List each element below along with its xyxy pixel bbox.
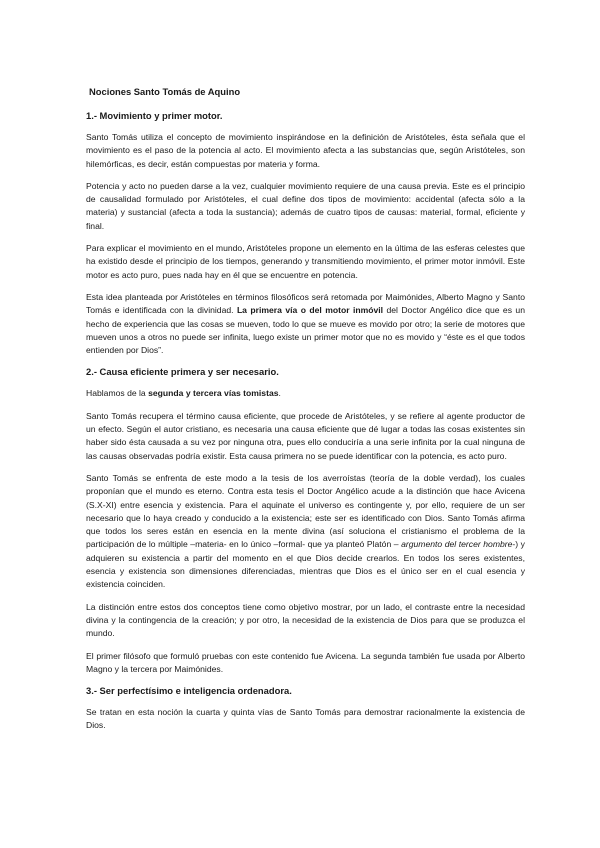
text-run: del Doctor Angélico dice que es un hecho de experiencia que las cosas se mueven, todo lo que se mueve es movido por otro; la serie de motores que mueven unos a otros no puede ser infinita, luego existe un primer motor que no es movido y “éste es el que todos entienden por Dios”. xyxy=(86,305,525,356)
text-run: Santo Tomás se enfrenta de este modo a la tesis de los averroístas (teoría de la doble verdad), los cuales proponían que el mundo es eterno. Contra esta tesis el Doctor Angélico acude a la distinción que hace Avicena (S.X-XI) entre esencia y existencia. Para el aquinate el universo es contingente y, por ello, requiere de un ser necesario que lo haya creado y conducido a la existencia; este ser es identificado con Dios. Santo Tomás afirma que todos los seres están en esencia en la mente divina (así soluciona el cristianismo el problema de la participación de lo múltiple –materia- en lo único –formal- que ya planteó Platón – xyxy=(86,472,525,550)
section-2-heading: 2.- Causa eficiente primera y ser necesario. xyxy=(86,366,279,378)
bold-phrase: La primera vía o del motor inmóvil xyxy=(236,305,384,316)
bold-phrase: segunda y tercera vías tomistas xyxy=(148,388,279,399)
text-run: . xyxy=(278,388,281,399)
section-1-heading: 1.- Movimiento y primer motor. xyxy=(86,110,223,121)
italic-phrase: argumento del tercer hombre xyxy=(401,539,513,550)
section-1-paragraph-3: Para explicar el movimiento en el mundo, Aristóteles propone un elemento en la última de las esferas celestes que ha existido desde el principio de los tiempos, generando y transmitiendo movimiento, el primer motor inmóvil. Este motor es acto puro, pues nada hay en él que se encuentre en potencia. xyxy=(86,243,525,280)
document-title: Nociones Santo Tomás de Aquino xyxy=(89,86,241,97)
text-run: Esta idea planteada por Aristóteles en términos filosóficos será retomada por Maimónides, Alberto Magno y Santo Tomás e identificada con la divinidad. xyxy=(86,291,525,316)
section-2-paragraph-2 xyxy=(86,472,525,592)
section-2-paragraph-4: El primer filósofo que formuló pruebas con este contenido fue Avicena. La segunda también fue usada por Alberto Magno y la tercera por Maimónides. xyxy=(86,650,525,674)
section-1-paragraph-4 xyxy=(86,291,525,357)
section-2-intro xyxy=(86,387,525,400)
section-3-heading: 3.- Ser perfectísimo e inteligencia ordenadora. xyxy=(86,685,292,697)
section-1-paragraph-1: Santo Tomás utiliza el concepto de movimiento inspirándose en la definición de Aristóteles, ésta señala que el movimiento es el paso de la potencia al acto. El movimiento afecta a las substancias que, según Aristóteles, son hilemórficas, es decir, están compuestas por materia y forma. xyxy=(86,132,525,169)
text-run: -) y adquieren su existencia a partir del momento en el que Dios decide crearlos. En todos los seres existentes, esencia y existencia son dimensiones diferenciadas, mientras que Dios es el único ser en el cual esencia y existencia coinciden. xyxy=(86,539,525,590)
section-2-paragraph-1: Santo Tomás recupera el término causa eficiente, que procede de Aristóteles, y se refiere al agente productor de un efecto. Según el autor cristiano, es necesaria una causa eficiente que dé lugar a todas las cosas existentes sin haber sido ésta causada a su vez por ninguna otra, pues ello conduciría a una serie infinita por la cual ninguna de las causas observadas podría existir. Esta causa primera no se puede identificar con la potencia, es acto puro. xyxy=(86,410,525,461)
section-1-paragraph-2: Potencia y acto no pueden darse a la vez, cualquier movimiento requiere de una causa previa. Este es el principio de causalidad formulado por Aristóteles, el cual define dos tipos de movimiento: accidental (afecta sólo a la materia) y sustancial (afecta a toda la sustancia); además de cuatro tipos de causas: material, formal, eficiente y final. xyxy=(86,180,525,231)
section-3-paragraph-1: Se tratan en esta noción la cuarta y quinta vías de Santo Tomás para demostrar racionalmente la existencia de Dios. xyxy=(86,707,525,731)
section-2-paragraph-3: La distinción entre estos dos conceptos tiene como objetivo mostrar, por un lado, el contraste entre la necesidad divina y la contingencia de la creación; y por otro, la necesidad de la existencia de Dios para que se produzca el mundo. xyxy=(86,601,525,639)
text-run: Hablamos de la xyxy=(86,388,149,399)
